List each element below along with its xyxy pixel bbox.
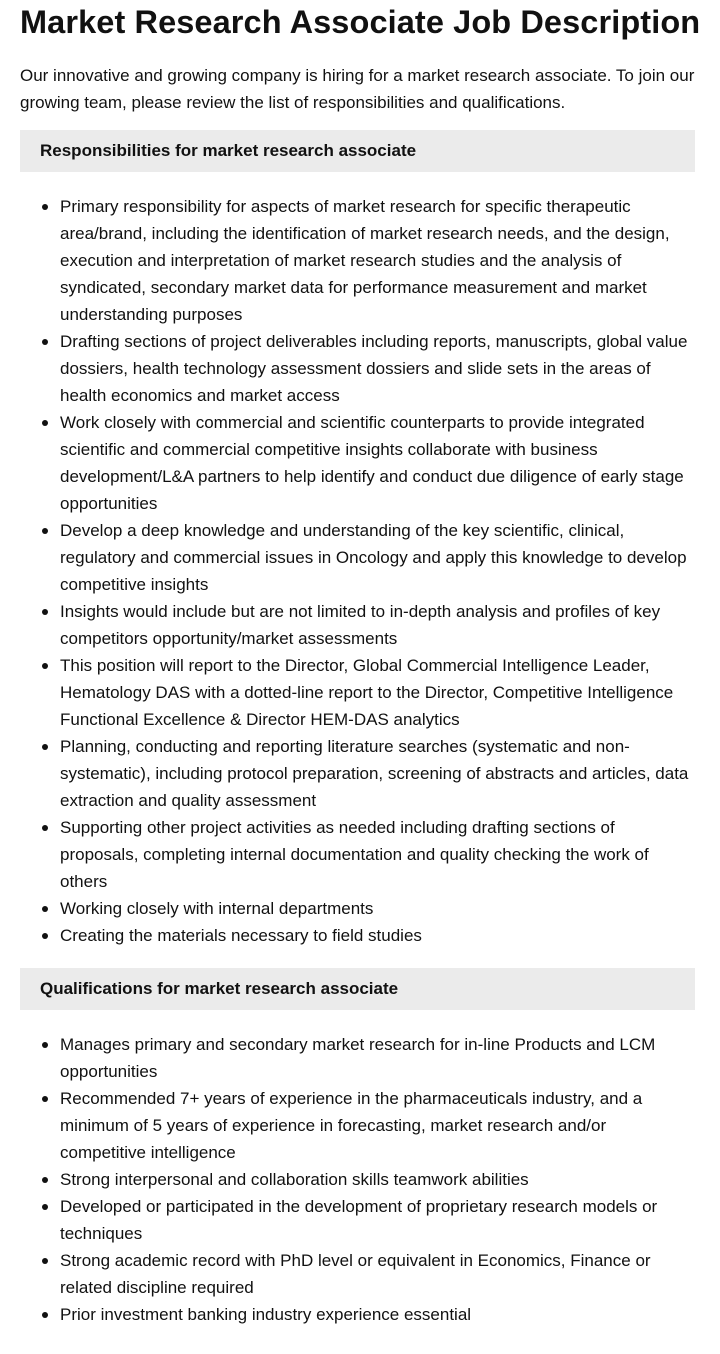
list-item bbox=[20, 193, 695, 328]
list-item-text: Prior investment banking industry experience essential bbox=[60, 1305, 472, 1324]
bullet-icon bbox=[42, 663, 48, 669]
bullet-icon bbox=[42, 933, 48, 939]
list-item-text: Working closely with internal departments bbox=[60, 899, 374, 918]
bullet-icon bbox=[42, 825, 48, 831]
list-item-text: Recommended 7+ years of experience in the pharmaceuticals industry, and a minimum of 5 years of experience in forecasting, market research and/or competitive intelligence bbox=[60, 1089, 643, 1162]
page-title: Market Research Associate Job Description bbox=[20, 4, 701, 40]
list-item-text: Primary responsibility for aspects of market research for specific therapeutic area/brand, including the identification of market research needs, and the design, execution and interpretation of market research studies and the analysis of syndicated, secondary market data for performance measurement and market understanding purposes bbox=[60, 197, 670, 324]
list-item-text: Creating the materials necessary to field studies bbox=[60, 926, 422, 945]
responsibilities-heading: Responsibilities for market research associate bbox=[20, 130, 695, 172]
list-item-text: Supporting other project activities as needed including drafting sections of proposals, completing internal documentation and quality checking the work of others bbox=[60, 818, 649, 891]
bullet-icon bbox=[42, 420, 48, 426]
qualifications-list bbox=[20, 1031, 695, 1328]
list-item bbox=[20, 1301, 695, 1328]
list-item-text: Strong academic record with PhD level or equivalent in Economics, Finance or related discipline required bbox=[60, 1251, 651, 1297]
bullet-icon bbox=[42, 339, 48, 345]
list-item-text: Strong interpersonal and collaboration skills teamwork abilities bbox=[60, 1170, 529, 1189]
list-item bbox=[20, 1193, 695, 1247]
list-item-text: Developed or participated in the development of proprietary research models or techniques bbox=[60, 1197, 658, 1243]
qualifications-heading: Qualifications for market research associate bbox=[20, 968, 695, 1010]
list-item bbox=[20, 328, 695, 409]
list-item-text: Drafting sections of project deliverables including reports, manuscripts, global value dossiers, health technology assessment dossiers and slide sets in the areas of health economics and market access bbox=[60, 332, 688, 405]
list-item-text: Manages primary and secondary market research for in-line Products and LCM opportunities bbox=[60, 1035, 656, 1081]
list-item-text: This position will report to the Director, Global Commercial Intelligence Leader, Hematology DAS with a dotted-line report to the Director, Competitive Intelligence Functional Excellence & Director HEM-DAS analytics bbox=[60, 656, 674, 729]
list-item bbox=[20, 409, 695, 517]
bullet-icon bbox=[42, 1258, 48, 1264]
bullet-icon bbox=[42, 1177, 48, 1183]
list-item bbox=[20, 1166, 695, 1193]
intro-paragraph: Our innovative and growing company is hiring for a market research associate. To join our growing team, please review the list of responsibilities and qualifications. bbox=[20, 66, 695, 112]
list-item-text: Insights would include but are not limited to in-depth analysis and profiles of key competitors opportunity/market assessments bbox=[60, 602, 661, 648]
bullet-icon bbox=[42, 744, 48, 750]
list-item-text: Develop a deep knowledge and understanding of the key scientific, clinical, regulatory and commercial issues in Oncology and apply this knowledge to develop competitive insights bbox=[60, 521, 687, 594]
list-item bbox=[20, 598, 695, 652]
list-item bbox=[20, 814, 695, 895]
bullet-icon bbox=[42, 1096, 48, 1102]
list-item bbox=[20, 1085, 695, 1166]
list-item-text: Planning, conducting and reporting literature searches (systematic and non-systematic), including protocol preparation, screening of abstracts and articles, data extraction and quality assessment bbox=[60, 737, 689, 810]
bullet-icon bbox=[42, 906, 48, 912]
list-item bbox=[20, 895, 695, 922]
bullet-icon bbox=[42, 1312, 48, 1318]
list-item bbox=[20, 1247, 695, 1301]
bullet-icon bbox=[42, 528, 48, 534]
bullet-icon bbox=[42, 609, 48, 615]
list-item bbox=[20, 922, 695, 949]
bullet-icon bbox=[42, 1204, 48, 1210]
responsibilities-list bbox=[20, 193, 695, 949]
list-item bbox=[20, 733, 695, 814]
list-item-text: Work closely with commercial and scientific counterparts to provide integrated scientific and commercial competitive insights collaborate with business development/L&A partners to help identify and conduct due diligence of early stage opportunities bbox=[60, 413, 684, 513]
bullet-icon bbox=[42, 1042, 48, 1048]
bullet-icon bbox=[42, 204, 48, 210]
list-item bbox=[20, 1031, 695, 1085]
list-item bbox=[20, 517, 695, 598]
list-item bbox=[20, 652, 695, 733]
